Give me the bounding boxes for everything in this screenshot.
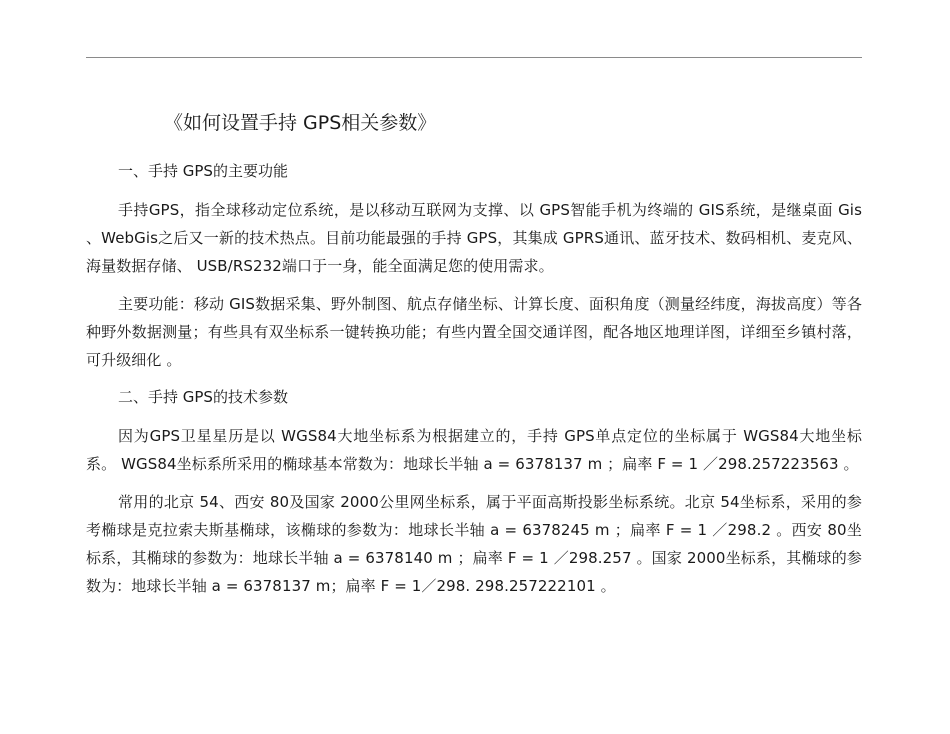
document-title: 《如何设置手持 GPS相关参数》 [164, 112, 437, 134]
header-rule [86, 57, 862, 58]
paragraph-coordinate-systems: 常用的北京 54、西安 80及国家 2000公里网坐标系，属于平面高斯投影坐标系统。北京 54坐标系，采用的参考椭球是克拉索夫斯基椭球，该椭球的参数为：地球长半轴 a = 6378245 m ；扁率 F = 1 ／298.2 。西安 80坐标系，其椭球的参数为：地球长半轴 a = 6378140 m ；扁率 F = 1 ／298.257 。国家 2000坐标系，其椭球的参数为：地球长半轴 a = 6378137 m；扁率 F = 1／298. 298.257222101 。 [86, 493, 862, 595]
document-body [86, 108, 862, 610]
section-heading-functions: 一、手持 GPS的主要功能 [118, 162, 288, 180]
paragraph-wgs84: 因为GPS卫星星历是以 WGS84大地坐标系为根据建立的，手持 GPS单点定位的坐标属于 WGS84大地坐标系。 WGS84坐标系所采用的椭球基本常数为：地球长半轴 a = 6378137 m ；扁率 F = 1 ／298.257223563 。 [86, 427, 862, 473]
paragraph-main-functions: 主要功能：移动 GIS数据采集、野外制图、航点存储坐标、计算长度、面积角度（测量经纬度，海拔高度）等各种野外数据测量；有些具有双坐标系一键转换功能；有些内置全国交通详图，配各地区地理详图，详细至乡镇村落，可升级细化 。 [86, 295, 862, 369]
section-heading-parameters: 二、手持 GPS的技术参数 [118, 388, 288, 406]
paragraph-intro: 手持GPS，指全球移动定位系统，是以移动互联网为支撑、以 GPS智能手机为终端的 GIS系统，是继桌面 Gis 、WebGis之后又一新的技术热点。目前功能最强的手持 GPS，其集成 GPRS通讯、蓝牙技术、数码相机、麦克风、海量数据存储、 USB/RS232端口于一身，能全面满足您的使用需求。 [86, 201, 862, 275]
